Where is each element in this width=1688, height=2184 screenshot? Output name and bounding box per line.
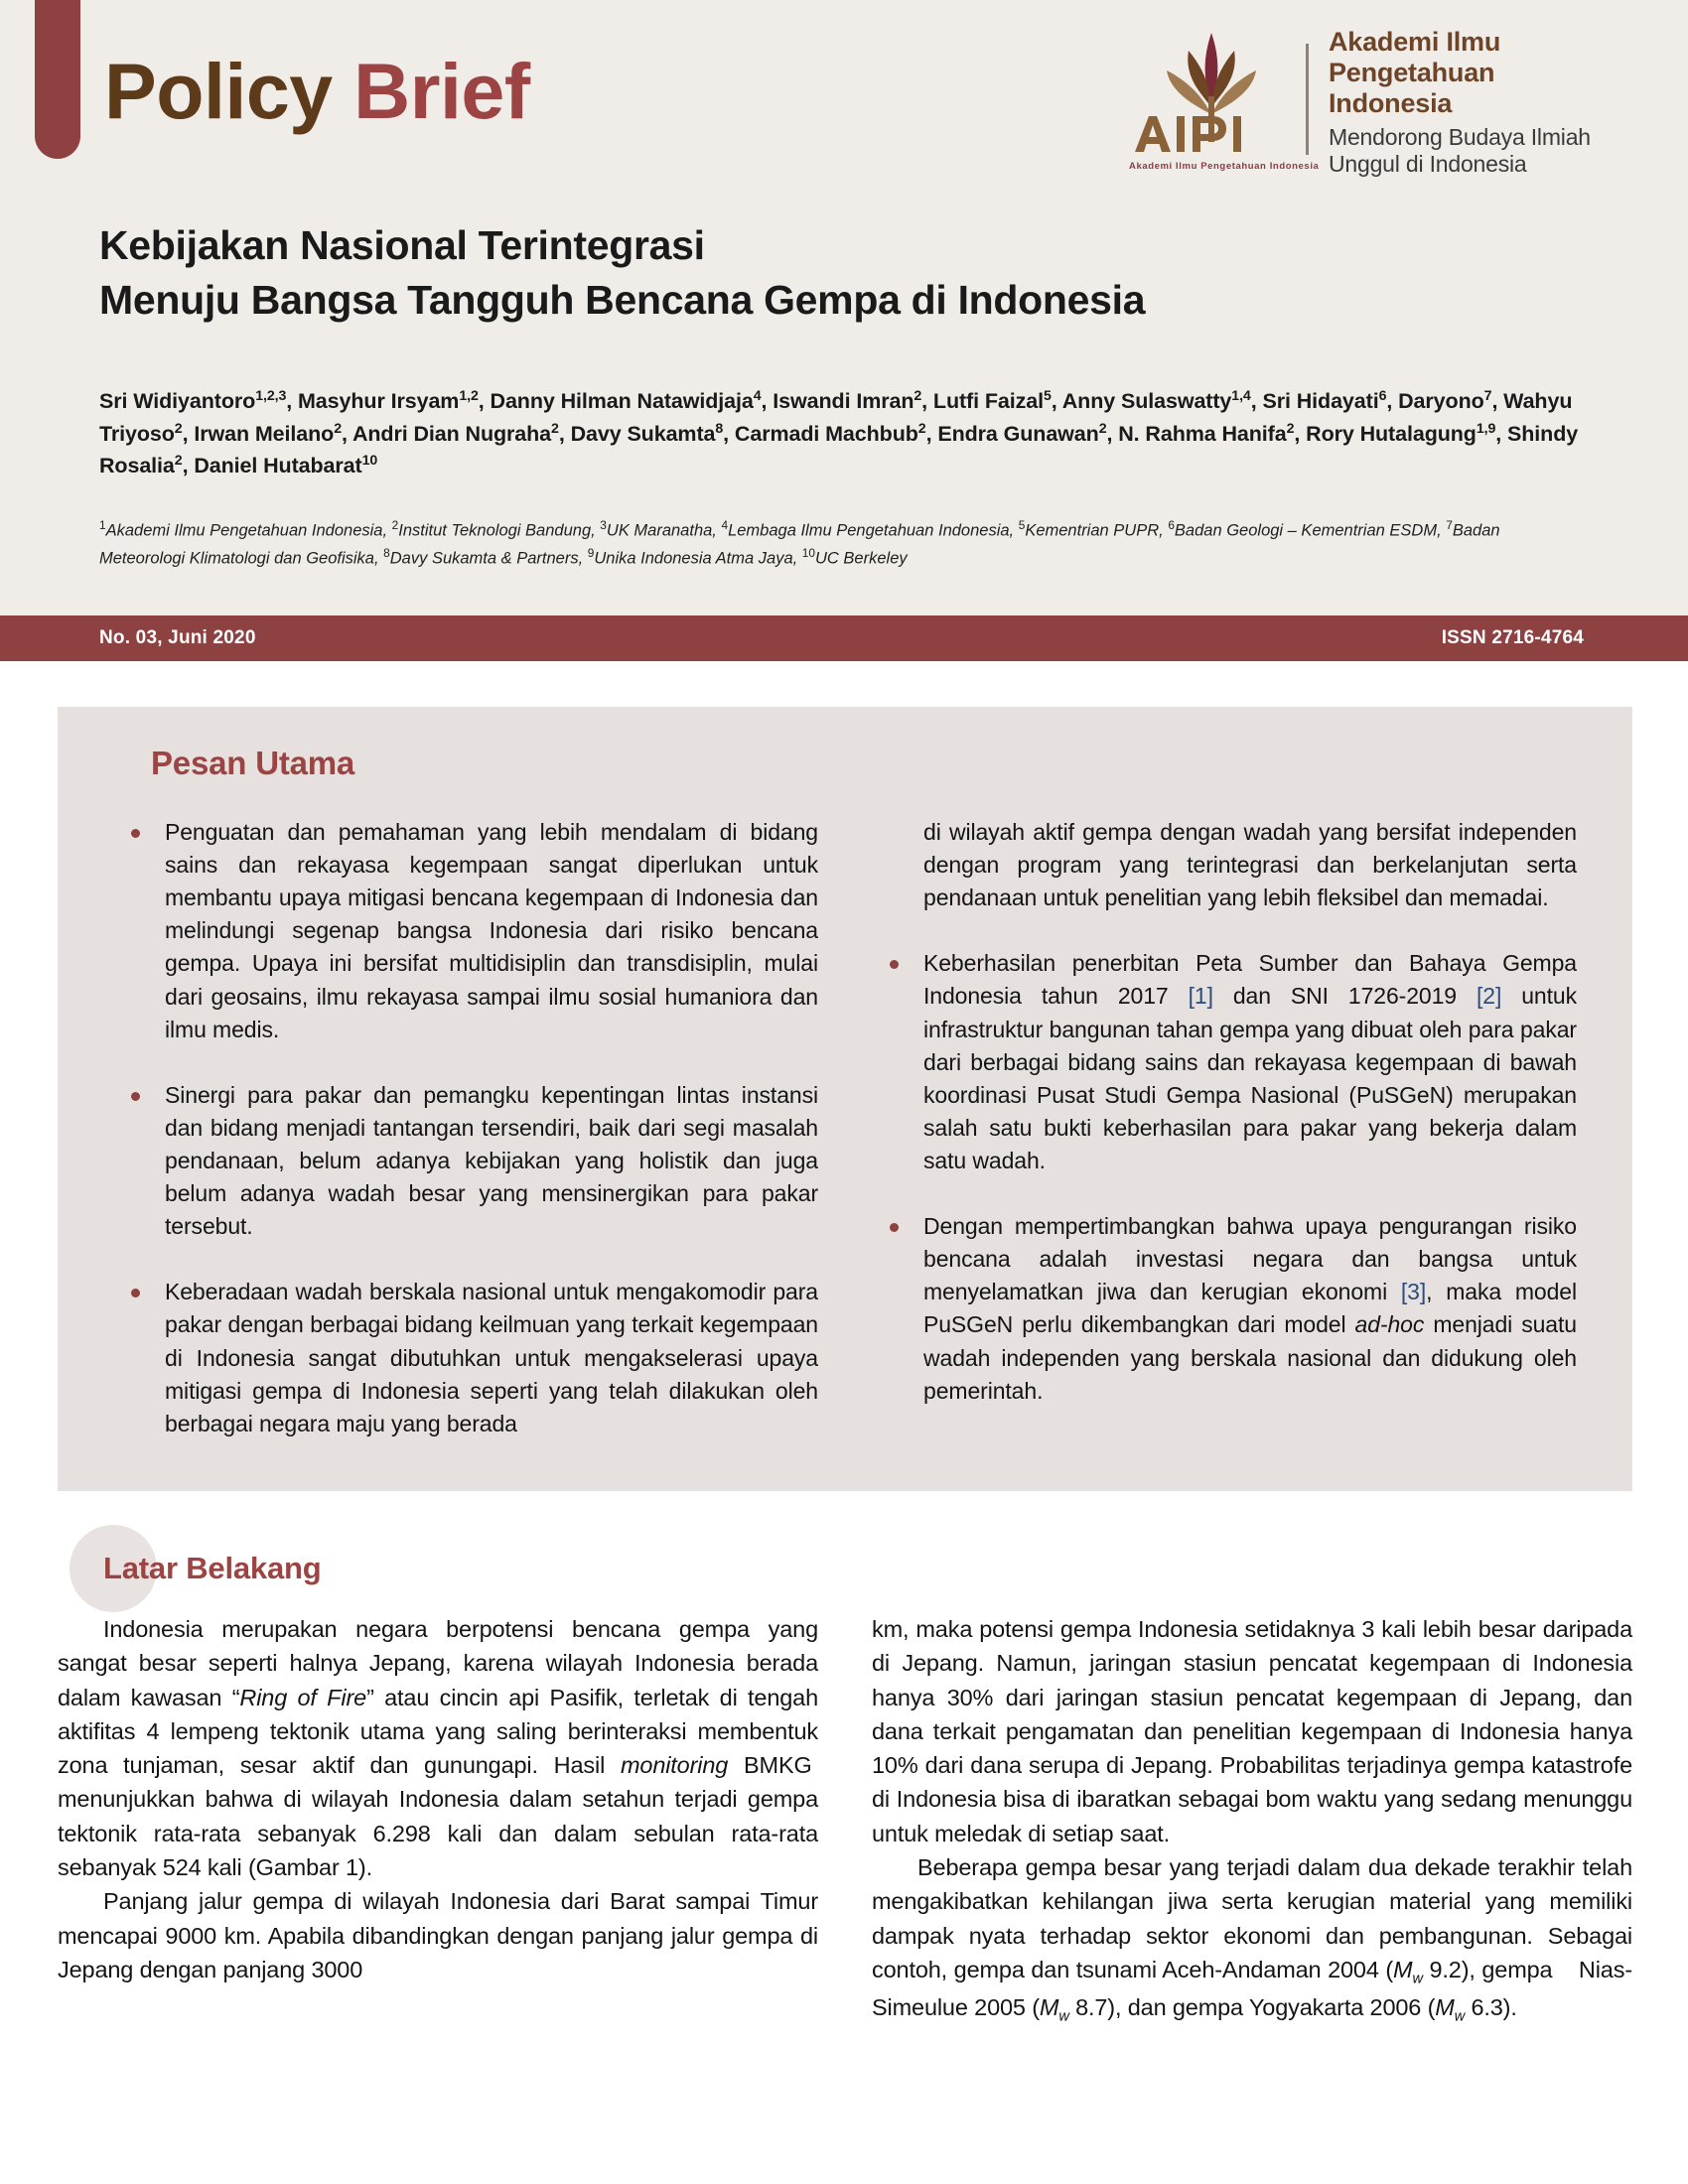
- list-item-text: Penguatan dan pemahaman yang lebih mendalam di bidang sains dan rekayasa kegempaan sangat diperlukan untuk membantu upaya mitigasi bencana kegempaan di Indonesia dan melindungi segenap bangsa Indonesia dari risiko bencana gempa. Upaya ini bersifat multidisiplin dan transdisiplin, mulai dari geosains, ilmu rekayasa sampai ilmu sosial humaniora dan ilmu medis.: [165, 819, 818, 1042]
- latar-belakang-right-column: [872, 1612, 1632, 2028]
- latar-belakang-heading: Latar Belakang: [103, 1551, 322, 1585]
- brand-title: [104, 47, 530, 135]
- bullet-dot-icon: [890, 960, 899, 969]
- issue-issn-bar: [0, 615, 1688, 661]
- logo-text-block: [1329, 21, 1604, 178]
- list-item-text: Keberadaan wadah berskala nasional untuk mengakomodir para pakar dengan berbagai bidang keilmuan yang terkait kegempaan di Indonesia sangat dibutuhkan untuk mengakselerasi upaya mitigasi gempa di Indonesia seperti yang telah dilakukan oleh berbagai negara maju yang berada: [165, 1279, 818, 1436]
- bullet-dot-icon: [131, 829, 140, 838]
- issue-number: No. 03, Juni 2020: [99, 627, 256, 648]
- bullet-dot-icon: [890, 1223, 899, 1232]
- list-item: [113, 1079, 818, 1244]
- list-item: [872, 947, 1577, 1177]
- pesan-utama-section: [58, 707, 1632, 1491]
- latar-belakang-heading-wrap: [95, 1529, 1632, 1604]
- brand-title-policy: Policy: [104, 47, 354, 135]
- page-title: [99, 218, 1390, 327]
- logo-tagline-line1: Mendorong Budaya Ilmiah: [1329, 123, 1591, 150]
- aipi-logo: [1127, 25, 1604, 177]
- bullet-dot-icon: [131, 1092, 140, 1101]
- paragraph: Beberapa gempa besar yang terjadi dalam dua dekade terakhir telah mengakibatkan kehilangan jiwa serta kerugian material yang memiliki dampak nyata terhadap sektor ekonomi dan pembangunan. Sebagai contoh, gempa dan tsunami Aceh-Andaman 2004 ($M_w$ 9.2), gempa Nias-Simeulue 2005 ($M_w$ 8.7), dan gempa Yogyakarta 2006 ($M_w$ 6.3).: [872, 1854, 1632, 2025]
- list-item: [872, 1210, 1577, 1408]
- pesan-utama-right-list: [872, 816, 1577, 1408]
- pesan-utama-right-column: [872, 816, 1577, 1440]
- list-item-text: Sinergi para pakar dan pemangku kepentingan lintas instansi dan bidang menjadi tantangan tersendiri, baik dari segi masalah pendanaan, belum adanya kebijakan yang holistik dan juga belum adanya wadah besar yang mensinergikan para pakar tersebut.: [165, 1081, 818, 1240]
- logo-tagline-line2: Unggul di Indonesia: [1329, 150, 1527, 177]
- accent-bar-decoration: [35, 0, 80, 159]
- document-header: [0, 0, 1688, 615]
- issn-number: ISSN 2716-4764: [1441, 627, 1584, 648]
- paragraph: km, maka potensi gempa Indonesia setidaknya 3 kali lebih besar daripada di Jepang. Namun, jaringan stasiun pencatat kegempaan di Indonesia hanya 30% dari jaringan stasiun pencatat kegempaan di Jepang, dan dana terkait pengamatan dan penelitian kegempaan di Indonesia hanya 10% dari dana serupa di Jepang. Probabilitas terjadinya gempa katastrofe di Indonesia bisa di ibaratkan sebagai bom waktu yang sedang menunggu untuk meledak di setiap saat.: [872, 1616, 1632, 1846]
- latar-belakang-section: [58, 1529, 1632, 2028]
- list-item-text: di wilayah aktif gempa dengan wadah yang bersifat independen dengan program yang terintegrasi dan berkelanjutan serta pendanaan untuk penelitian yang lebih fleksibel dan memadai.: [923, 819, 1577, 911]
- list-item-text: Dengan mempertimbangkan bahwa upaya pengurangan risiko bencana adalah investasi negara dan bangsa untuk menyelamatkan jiwa dan kerugian ekonomi [3], maka model PuSGeN perlu dikembangkan dari model ad-hoc menjadi suatu wadah independen yang berskala nasional dan didukung oleh pemerintah.: [923, 1213, 1577, 1404]
- page-title-line2: Menuju Bangsa Tangguh Bencana Gempa di Indonesia: [99, 276, 1146, 323]
- list-item-text: Keberhasilan penerbitan Peta Sumber dan Bahaya Gempa Indonesia tahun 2017 [1] dan SNI 1726-2019 [2] untuk infrastruktur bangunan tahan gempa yang dibuat oleh para pakar dari berbagai bidang sains dan rekayasa kegempaan di bawah koordinasi Pusat Studi Gempa Nasional (PuSGeN) merupakan salah satu bukti keberhasilan para pakar yang bekerja dalam satu wadah.: [923, 950, 1578, 1173]
- bullet-dot-icon: [131, 1289, 140, 1297]
- paragraph: Indonesia merupakan negara berpotensi bencana gempa yang sangat besar seperti halnya Jepang, karena wilayah Indonesia berada dalam kawasan “Ring of Fire” atau cincin api Pasifik, terletak di tengah aktifitas 4 lempeng tektonik utama yang saling berinteraksi membentuk zona tunjaman, sesar aktif dan gunungapi. Hasil monitoring BMKG menunjukkan bahwa di wilayah Indonesia dalam setahun terjadi gempa tektonik rata-rata sebanyak 6.298 kali dan dalam sebulan rata-rata sebanyak 524 kali (Gambar 1).: [58, 1616, 818, 1881]
- page-title-line1: Kebijakan Nasional Terintegrasi: [99, 222, 705, 268]
- affiliation-list: $^1$Akademi Ilmu Pengetahuan Indonesia, $^2$Institut Teknologi Bandung, $^3$UK Maranatha, $^4$Lembaga Ilmu Pengetahuan Indonesia, $^5$Kementrian PUPR, $^6$Badan Geologi – Kementrian ESDM, $^7$Badan Meteorologi Klimatologi dan Geofisika, $^8$Davy Sukamta & Partners, $^9$Unika Indonesia Atma Jaya, $^{10}$UC Berkeley: [99, 518, 1500, 568]
- aipi-logo-caption: Akademi Ilmu Pengetahuan Indonesia: [1129, 161, 1320, 172]
- logo-divider: [1306, 44, 1309, 155]
- aipi-logo-mark-icon: [1127, 25, 1320, 174]
- pesan-utama-left-column: [113, 816, 818, 1440]
- latar-belakang-left-column: [58, 1612, 818, 2028]
- list-item: [113, 1276, 818, 1440]
- brand-title-brief: Brief: [353, 47, 530, 135]
- list-item-continuation: [872, 816, 1577, 914]
- pesan-utama-left-list: [113, 816, 818, 1440]
- author-list: Sri Widiyantoro$^{1,2,3}$, Masyhur Irsyam$^{1,2}$, Danny Hilman Natawidjaja$^4$, Iswandi Imran$^2$, Lutfi Faizal$^5$, Anny Sulaswatty$^{1,4}$, Sri Hidayati$^6$, Daryono$^7$, Wahyu Triyoso$^2$, Irwan Meilano$^2$, Andri Dian Nugraha$^2$, Davy Sukamta$^8$, Carmadi Machbub$^2$, Endra Gunawan$^2$, N. Rahma Hanifa$^2$, Rory Hutalagung$^{1,9}$, Shindy Rosalia$^2$, Daniel Hutabarat$^{10}$: [99, 387, 1579, 478]
- logo-tagline: [1329, 124, 1604, 178]
- latar-belakang-columns: [58, 1612, 1632, 2028]
- paragraph: Panjang jalur gempa di wilayah Indonesia dari Barat sampai Timur mencapai 9000 km. Apabila dibandingkan dengan panjang jalur gempa di Jepang dengan panjang 3000: [58, 1888, 818, 1982]
- pesan-utama-heading: Pesan Utama: [151, 745, 355, 781]
- list-item: [113, 816, 818, 1046]
- pesan-utama-columns: [113, 816, 1577, 1440]
- logo-org-name: Akademi Ilmu Pengetahuan Indonesia: [1329, 27, 1501, 118]
